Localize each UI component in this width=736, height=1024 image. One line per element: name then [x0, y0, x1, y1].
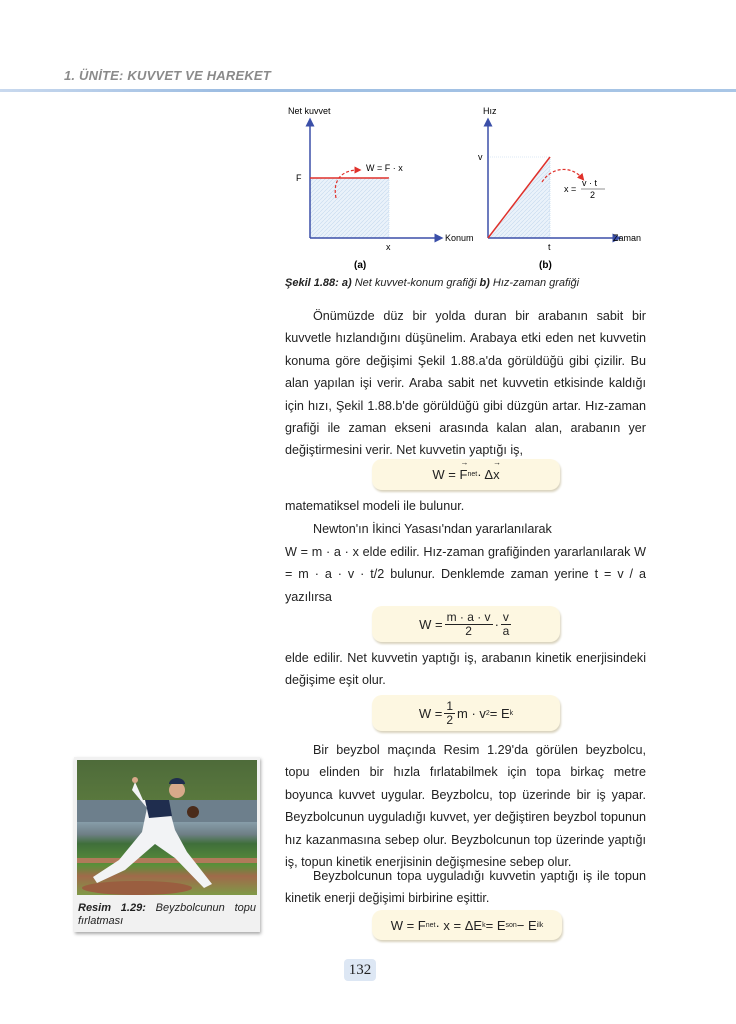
paragraph-5: elde edilir. Net kuvvetin yaptığı iş, arabanın kinetik enerjisindeki değişime eşit olur. — [285, 651, 646, 688]
f1-lhs: W = — [432, 467, 456, 482]
f3-eq: = E — [489, 705, 510, 721]
caption-a-marker: a) — [341, 277, 352, 289]
f2-lhs: W = — [419, 616, 443, 632]
paragraph-7: Beyzbolcunun topa uyguladığı kuvvetin yaptığı iş ile topun kinetik enerji değişimi birbirine eşittir. — [285, 869, 646, 906]
figure-caption — [285, 277, 579, 289]
label-b: (b) — [539, 260, 552, 271]
caption-b-text: Hız-zaman grafiği — [489, 277, 580, 289]
formula-work-energy: W = F net · x = ΔE k = E son − E ilk — [372, 910, 562, 940]
header-divider — [0, 89, 736, 92]
y-tick-F: F — [296, 173, 302, 183]
label-a: (a) — [354, 260, 367, 271]
x-tick-x: x — [386, 242, 391, 252]
page-number: 132 — [344, 959, 376, 981]
x-tick-t: t — [548, 242, 551, 252]
graph-a — [288, 106, 474, 271]
annotation-den: 2 — [590, 190, 596, 200]
figure-1-88 — [280, 100, 650, 275]
annotation-num: v · t — [582, 178, 597, 188]
y-tick-v: v — [478, 152, 483, 162]
f1-displacement: x → — [493, 458, 502, 482]
f1-net: net — [467, 471, 478, 478]
paragraph-3: Newton'ın İkinci Yasası'ndan yararlanılarak — [313, 522, 552, 536]
annotation-work: W = F · x — [366, 163, 403, 173]
pitcher-figure — [77, 760, 257, 895]
photo-caption — [78, 902, 256, 928]
f2-fraction-2: $\frac{v}{a}$ — [502, 609, 510, 638]
caption-label: Şekil 1.88: — [285, 277, 339, 289]
annotation-lhs: x = — [564, 184, 577, 194]
photo-caption-label: Resim 1.29: — [78, 902, 146, 914]
caption-a-text: Net kuvvet-konum grafiği — [351, 277, 480, 289]
photo-caption-text: Beyzbolcunun topu fırlatması — [78, 902, 256, 927]
f3-sup: 2 — [485, 709, 490, 717]
paragraph-2: matematiksel modeli ile bulunur. — [285, 499, 465, 513]
f3-fraction: $\frac{1}{2}$ — [446, 698, 453, 727]
caption-b-marker: b) — [479, 277, 490, 289]
paragraph-1: Önümüzde düz bir yolda duran bir arabanın sabit bir kuvvetle hızlandığını düşünelim. Arabaya etki eden net kuvvetin konuma göre değişimi Şekil 1.88.a'da görüldüğü gibi çizilir. Bu alan yapılan işi verir. Araba sabit net kuvvetin etkisinde kaldığı için hızı, Şekil 1.88.b'de görüldüğü gibi düzgün artar. Hız-zaman grafiği ile zaman ekseni arasında kalan alan, arabanın yer değiştirmesini verir. Net kuvvetin yaptığı iş, — [285, 309, 646, 458]
f1-rest: · Δ — [477, 467, 494, 482]
formula-work-substituted — [372, 606, 560, 642]
paragraph-6: Bir beyzbol maçında Resim 1.29'da görülen beyzbolcu, topu elinden bir hızla fırlatabilmek için topa birkaç metre boyunca kuvvet uygular. Beyzbolcu, top üzerinde bir iş yapar. Beyzbolcunun uyguladığı kuvvet, yer değiştiren beyzbol topunun hız kazanmasına sebep olur. Beyzbolcunun top üzerinde yaptığı iş, topun kinetik enerjisinin değişmesine sebep olur. — [285, 743, 646, 870]
f1-force: F → — [459, 458, 469, 482]
x-axis-label: Konum — [445, 233, 474, 243]
graph-b — [478, 106, 641, 271]
work-area — [310, 178, 389, 238]
formula-work-vector — [372, 459, 560, 490]
y-axis-label: Hız — [483, 106, 497, 116]
f3-k: k — [509, 709, 514, 717]
f2-dot: · — [494, 616, 499, 632]
photo-card — [74, 757, 260, 932]
formula-kinetic-energy — [372, 695, 560, 731]
x-axis-label: Zaman — [613, 233, 642, 243]
paragraph-4: W = m · a · x elde edilir. Hız-zaman grafiğinden yararlanılarak W = m · a · v · t/2 bulunur. Denklemde zaman yerine t = v / a yazılırsa — [285, 545, 646, 604]
f3-rest: m · v — [457, 705, 486, 721]
f2-fraction-1: $\frac{m \cdot a \cdot v}{2}$ — [446, 609, 491, 638]
baseball-pitcher-photo — [77, 760, 257, 895]
chapter-header: 1. ÜNİTE: KUVVET VE HAREKET — [64, 68, 271, 83]
f3-lhs: W = — [418, 705, 443, 721]
y-axis-label: Net kuvvet — [288, 106, 331, 116]
